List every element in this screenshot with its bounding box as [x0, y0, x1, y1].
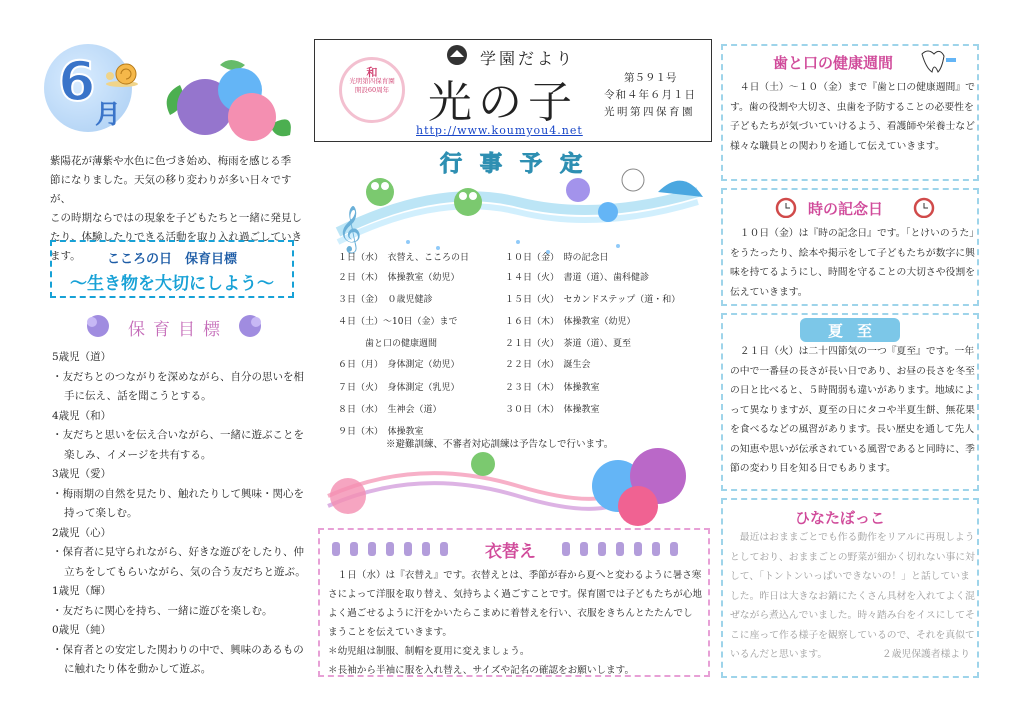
- teeth-week-paragraph: ４日（土）～１０（金）まで『歯と口の健康週間』です。歯の役割や大切さ、虫歯を予防することの必要性を子どもたちが気づいていけるよう、看護師や栄養士など様々な職員との関わりを通して伝えていきます。: [730, 82, 975, 152]
- month-number: 6: [58, 50, 96, 113]
- koromogae-text: [328, 566, 702, 680]
- goal-description: ・梅雨期の自然を見たり、触れたりして興味・関心を持って楽しむ。: [52, 487, 304, 519]
- goal-description: ・保育者に見守られながら、好きな遊びをしたり、仲立ちをしてもらいながら、気の合う友だちと遊ぶ。: [52, 546, 306, 578]
- hinata-signature: ２歳児保護者様より: [881, 649, 970, 660]
- hydrangea-music-illustration: [318, 446, 710, 526]
- event-item: １５日（火） セカンドステップ（道・和）: [505, 295, 681, 305]
- time-day-title: 時の記念日: [808, 200, 884, 218]
- koromogae-paragraph: ＊長袖から半袖に服を入れ替え、サイズや記名の確認をお願いします。: [328, 665, 635, 676]
- kokoro-goal-box: [50, 240, 294, 298]
- event-item: １０日（金） 時の記念日: [505, 253, 609, 263]
- event-item: １６日（木） 体操教室（幼児）: [505, 317, 636, 327]
- goals-heading: [80, 313, 270, 339]
- teeth-week-title: 歯と口の健康週間: [773, 54, 894, 72]
- anniversary-seal: [339, 57, 405, 123]
- goal-age-label: 0歳児（純）: [52, 624, 112, 636]
- goal-description: ・友だちに関心を持ち、一緒に遊びを楽しむ。: [52, 604, 273, 617]
- events-note: ※避難訓練、不審者対応訓練は予告なしで行います。: [386, 439, 614, 450]
- event-item: １日（水） 衣替え、こころの日: [338, 253, 470, 263]
- hydrangea-icon: [80, 313, 116, 339]
- school-logo-icon: [444, 44, 470, 66]
- koromogae-paragraph: １日（水）は『衣替え』です。衣替えとは、季節が春から夏へと変わるように暑さ寒さによって洋服を取り替え、気持ちよく過ごすことです。保育園では子どもたちが心地よく過ごせるように汗をかいたらこまめに着替えを行い、衣服をきちんとたたんでしまうことを伝えていきます。: [328, 570, 702, 638]
- event-item: ７日（火） 身体測定（乳児）: [338, 383, 460, 393]
- goal-age-label: 2歳児（心）: [52, 526, 112, 539]
- intro-line: 節になりました。天気の移り変わりが多い日々ですが、: [50, 174, 292, 205]
- hydrangea-illustration: [160, 55, 295, 145]
- month-suffix: 月: [95, 100, 122, 130]
- event-item: ２日（木） 体操教室（幼児）: [338, 273, 460, 283]
- snail-icon: [104, 60, 140, 88]
- event-item: ２１日（火） 茶道（道）、夏至: [505, 339, 632, 349]
- event-item: ８日（水） 生神会（道）: [338, 405, 442, 415]
- main-title: 光の子: [428, 77, 578, 128]
- koromogae-paragraph: ＊幼児組は制服、制帽を夏用に変えましょう。: [328, 646, 530, 657]
- koromogae-title: 衣替え: [485, 542, 536, 562]
- goals-heading-label: 保育目標: [128, 320, 228, 340]
- goal-description: ・友だちと思いを伝え合いながら、一緒に遊ぶことを楽しみ、イメージを共有する。: [52, 429, 304, 461]
- kokoro-heading: こころの日 保育目標: [106, 252, 237, 267]
- goal-description: ・友だちとのつながりを深めながら、自分の思いを相手に伝え、話を聞こうとする。: [52, 370, 304, 402]
- kokoro-goal: ～生き物を大切にしよう～: [70, 274, 274, 294]
- intro-line: ます。: [50, 250, 81, 262]
- intro-line: たり、体験したりできる活動を取り入れ過ごしていき: [50, 231, 302, 243]
- events-title: 行事予定: [440, 152, 601, 177]
- goal-age-label: 3歳児（愛）: [52, 468, 112, 480]
- rain-music-illustration: [318, 162, 710, 264]
- issue-date: 令和４年６月１日: [604, 89, 696, 101]
- event-item: ６日（月） 身体測定（幼児）: [338, 360, 460, 370]
- goal-age-label: 5歳児（道）: [52, 351, 112, 363]
- time-day-text: [730, 224, 976, 302]
- paper-label: 学園だより: [480, 49, 576, 68]
- event-item: １４日（火） 書道（道）、歯科健診: [505, 273, 650, 283]
- goal-description: ・保育者との安定した関わりの中で、興味のあるものに触れたり体を動かして遊ぶ。: [52, 643, 304, 675]
- event-item: ２２日（水） 誕生会: [505, 360, 591, 370]
- event-item: 歯と口の健康週間: [338, 339, 438, 349]
- flower-border-decoration: [560, 540, 695, 558]
- hydrangea-icon: [232, 313, 268, 339]
- goals-list: [52, 348, 308, 680]
- seal-line1: 光明第四保育園: [349, 77, 395, 85]
- teeth-week-text: [730, 78, 976, 156]
- summer-solstice-paragraph: ２１日（火）は二十四節気の一つ『夏至』です。一年の中で一番昼の長さが長い日であり、お昼の長さを冬至の日と比べると、５時間弱も違いがあります。地域によって異なりますが、夏至の日にタコや半夏生餅、無花果を食べるなどの風習があります。長い歴史を通して先人の知恵や思いが伝承されている風習であると同時に、季節の変わり目を知る日でもあります。: [730, 346, 975, 474]
- seal-line2: 開設60周年: [354, 86, 390, 94]
- intro-line: 紫陽花が薄紫や水色に色づき始め、梅雨を感じる季: [50, 155, 292, 167]
- tooth-icon: [918, 48, 958, 74]
- svg-text:𝄞: 𝄞: [338, 206, 362, 252]
- hinata-paragraph: 最近はおままごとでも作る動作をリアルに再現しようとしており、おままごとの野菜が細かく切れない事に対して、「トントンいっぱいできないの！」と話していました。昨日は大きなお鍋にたくさん具材を入れてよく混ぜながら煮込んでいました。時々踏み台をイスにしてそこに座って作る様子を観察しているので、それを真似ているんだと思います。: [730, 532, 975, 660]
- goal-age-label: 4歳児（和）: [52, 409, 112, 422]
- flower-border-decoration: [330, 540, 465, 558]
- event-item: ２３日（木） 体操教室: [505, 383, 600, 393]
- school-name: 光明第四保育園: [604, 106, 695, 118]
- goal-age-label: 1歳児（輝）: [52, 585, 112, 597]
- clock-icon: [913, 196, 935, 218]
- event-item: ９日（木） 体操教室: [338, 427, 424, 437]
- hinata-title: ひなたぼっこ: [795, 509, 886, 527]
- event-item: ４日（土）～10日（金）まで: [338, 317, 458, 327]
- summer-solstice-text: [730, 342, 976, 479]
- event-item: ３日（金） ０歳児健診: [338, 295, 433, 305]
- event-item: ３０日（木） 体操教室: [505, 405, 600, 415]
- intro-line: この時期ならではの現象を子どもたちと一緒に発見し: [50, 212, 302, 224]
- clock-icon: [775, 196, 797, 218]
- time-day-paragraph: １０日（金）は『時の記念日』です。「とけいのうた」をうたったり、絵本や掲示をして子どもたちが数字に興味を持てるようにし、時間を守ることの大切さや役割を伝えていきます。: [730, 228, 975, 298]
- summer-solstice-title: 夏至: [828, 322, 887, 340]
- hinata-text: [730, 528, 976, 665]
- seal-top: 和: [366, 66, 378, 79]
- website-link[interactable]: http://www.koumyou4.net: [416, 124, 583, 137]
- issue-number: 第５９１号: [624, 72, 677, 84]
